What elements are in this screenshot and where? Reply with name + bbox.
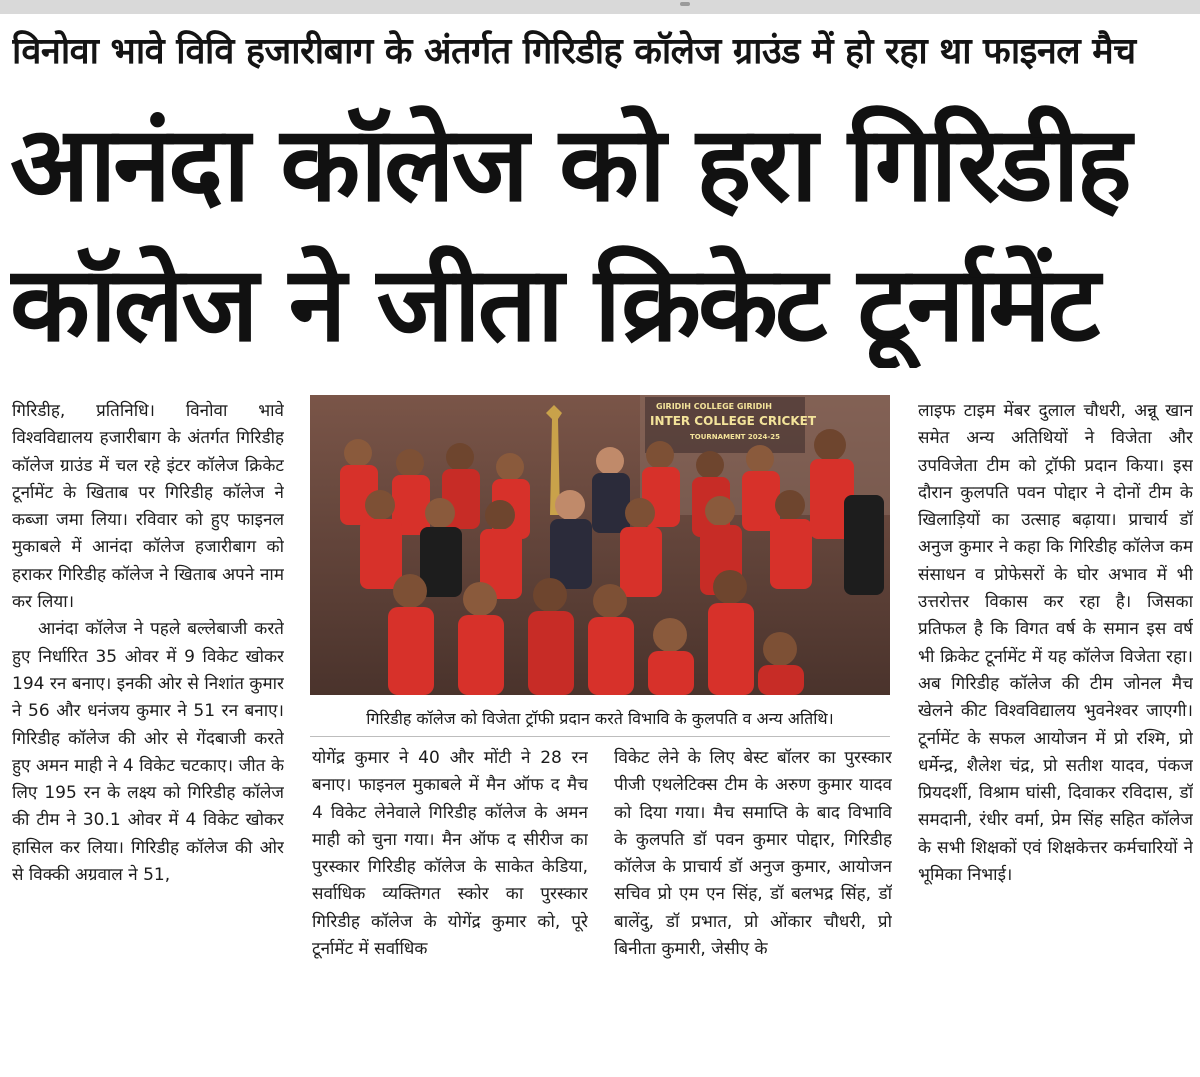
banner-text-line-2: INTER COLLEGE CRICKET: [650, 414, 817, 428]
team-photo-illustration: [310, 395, 890, 695]
caption-divider: [310, 736, 890, 737]
article-paragraph-1: गिरिडीह, प्रतिनिधि। विनोवा भावे विश्वविद्यालय हजारीबाग के अंतर्गत गिरिडीह कॉलेज ग्राउंड में चल रहे इंटर कॉलेज क्रिकेट टूर्नामेंट के खिताब पर गिरिडीह कॉलेज ने कब्जा जमा लिया। रविवार को हुए फाइनल मुकाबले में आनंदा कॉलेज हजारीबाग को हराकर गिरिडीह कॉलेज ने खिताब अपने नाम कर लिया।: [12, 401, 284, 613]
banner-text-line-3: TOURNAMENT 2024-25: [690, 433, 781, 441]
top-scan-band: [0, 0, 1200, 14]
article-paragraph-2: आनंदा कॉलेज ने पहले बल्लेबाजी करते हुए निर्धारित 35 ओवर में 9 विकेट खोकर 194 रन बनाए। इनकी ओर से निशांत कुमार ने 56 और धनंजय कुमार ने 51 रन बनाए। गिरिडीह कॉलेज की ओर से गेंदबाजी करते हुए अमन माही ने 4 विकेट चटकाए। जीत के लिए 195 रन के लक्ष्य को गिरिडीह कॉलेज की टीम ने 30.1 ओवर में 4 विकेट खोकर हासिल कर लिया। गिरिडीह कॉलेज की ओर से विक्की अग्रवाल ने 51,: [12, 619, 284, 886]
article-column-4: [918, 398, 1193, 1048]
kicker-line: विनोवा भावे विवि हजारीबाग के अंतर्गत गिरिडीह कॉलेज ग्राउंड में हो रहा था फाइनल मैच: [12, 31, 1136, 72]
photo-caption: गिरिडीह कॉलेज को विजेता ट्रॉफी प्रदान करते विभावि के कुलपति व अन्य अतिथि।: [366, 709, 834, 728]
headline-line-1: आनंदा कॉलेज को हरा गिरिडीह: [10, 103, 1129, 225]
headline-line-2: कॉलेज ने जीता क्रिकेट टूर्नामेंट: [10, 243, 1098, 365]
team-photo: [310, 395, 890, 695]
article-paragraph-4: विकेट लेने के लिए बेस्ट बॉलर का पुरस्कार पीजी एथलेटिक्स टीम के अरुण कुमार यादव को दिया गया। मैच समाप्ति के बाद विभावि के कुलपति डॉ पवन कुमार पोद्दार, गिरिडीह कॉलेज के प्राचार्य डॉ अनुज कुमार, आयोजन सचिव प्रो एम एन सिंह, डॉ बलभद्र सिंह, डॉ बालेंदु, डॉ प्रभात, प्रो ओंकार चौधरी, प्रो बिनीता कुमारी, जेसीए के: [614, 748, 892, 960]
banner-text-line-1: GIRIDIH COLLEGE GIRIDIH: [656, 402, 772, 411]
article-paragraph-5: लाइफ टाइम मेंबर दुलाल चौधरी, अन्नू खान समेत अन्य अतिथियों ने विजेता और उपविजेता टीम को ट्रॉफी प्रदान किया। इस दौरान कुलपति पवन पोद्दार ने दोनों टीम के खिलाड़ियों का उत्साह बढ़ाया। प्राचार्य डॉ अनुज कुमार ने कहा कि गिरिडीह कॉलेज कम संसाधन व प्रोफेसरों के घोर अभाव में भी उत्तरोत्तर विकास कर रहा है। जिसका प्रतिफल है कि विगत वर्ष के समान इस वर्ष भी क्रिकेट टूर्नामेंट में यह कॉलेज विजेता रहा। अब गिरिडीह कॉलेज की टीम जोनल मैच खेलने कीट विश्वविद्यालय भुवनेश्वर जाएगी। टूर्नामेंट के सफल आयोजन में प्रो रश्मि, प्रो धर्मेन्द्र, शैलेश चंद्र, प्रो सतीश यादव, पंकज प्रियदर्शी, विश्राम घांसी, दिवाकर रविदास, डॉ समदानी, रंधीर वर्मा, प्रेम सिंह सहित कॉलेज के सभी शिक्षकों एवं शिक्षकेत्तर कर्मचारियों ने भूमिका निभाई।: [918, 401, 1193, 886]
article-column-2: [312, 745, 588, 1045]
article-column-3: [614, 745, 892, 1045]
scan-mark: [680, 2, 690, 6]
article-column-1: [12, 398, 284, 1048]
article-paragraph-3: योगेंद्र कुमार ने 40 और मोंटी ने 28 रन बनाए। फाइनल मुकाबले में मैन ऑफ द मैच 4 विकेट लेनेवाले गिरिडीह कॉलेज के अमन माही को चुना गया। मैन ऑफ द सीरीज का पुरस्कार गिरिडीह कॉलेज के साकेत केडिया, सर्वाधिक व्यक्तिगत स्कोर का पुरस्कार गिरिडीह कॉलेज के योगेंद्र कुमार को, पूरे टूर्नामेंट में सर्वाधिक: [312, 748, 588, 960]
